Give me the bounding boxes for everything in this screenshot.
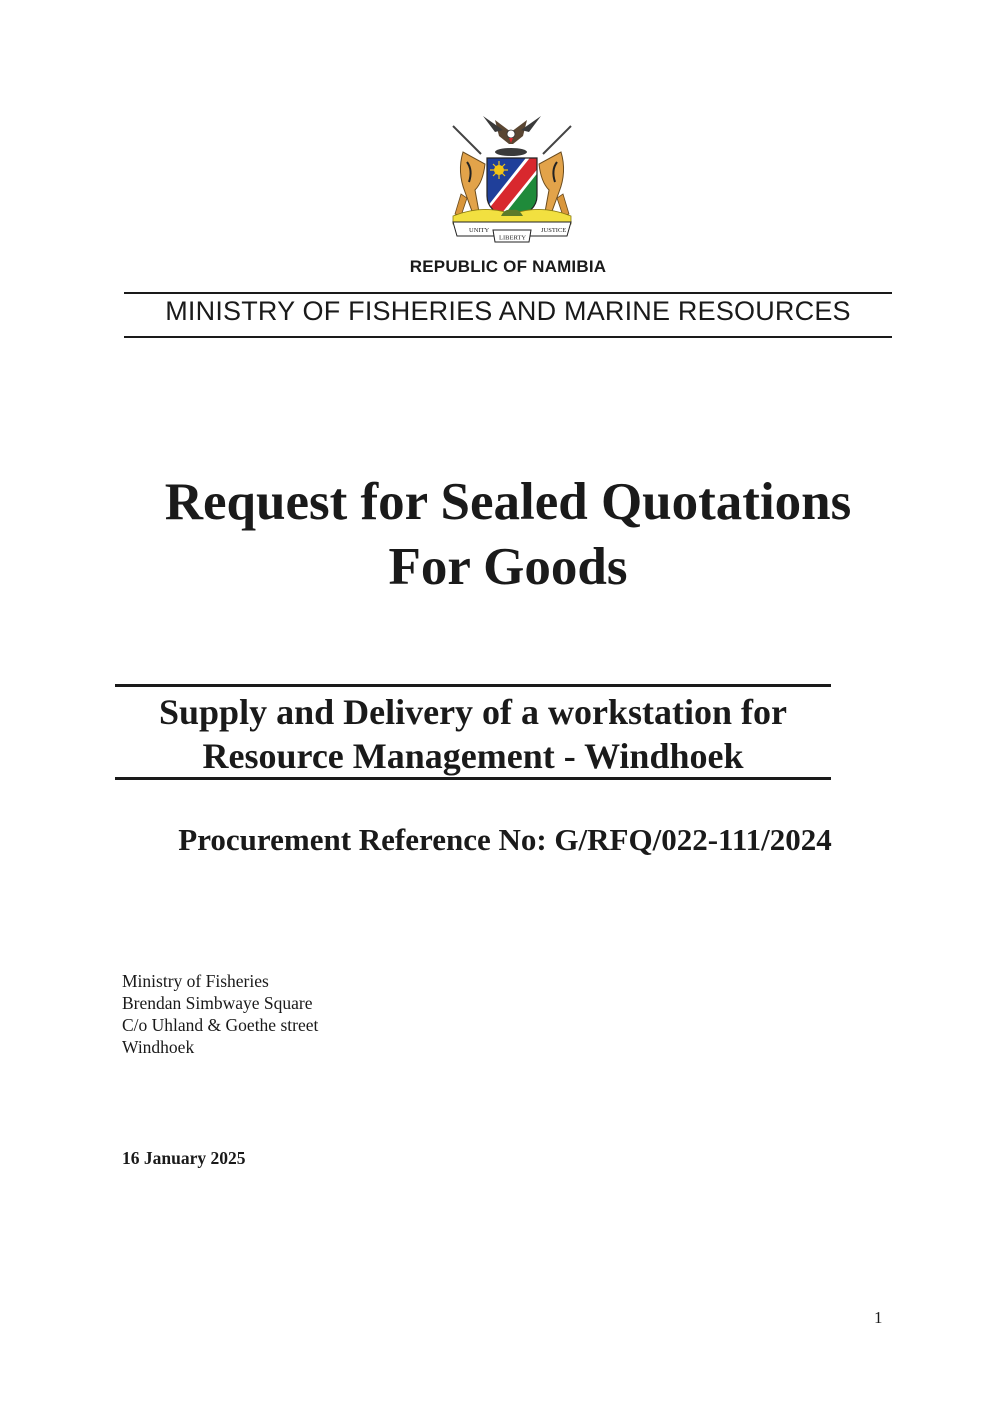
subject-bottom-rule [115, 777, 831, 780]
address-line: Windhoek [122, 1037, 195, 1057]
address-line: Brendan Simbwaye Square [122, 993, 313, 1013]
ministry-bottom-rule [124, 336, 892, 338]
document-date: 16 January 2025 [122, 1148, 246, 1168]
oryx-left-icon [453, 126, 485, 216]
subject-top-rule [115, 684, 831, 687]
subject-line-1: Supply and Delivery of a workstation for [158, 692, 788, 732]
subject-line-2: Resource Management - Windhoek [202, 736, 744, 776]
svg-text:UNITY: UNITY [469, 227, 490, 234]
eagle-icon [483, 116, 541, 144]
page-number: 1 [874, 1308, 883, 1327]
address-line: C/o Uhland & Goethe street [122, 1015, 319, 1035]
svg-text:LIBERTY: LIBERTY [499, 234, 527, 242]
ministry-heading: MINISTRY OF FISHERIES AND MARINE RESOURCES [165, 296, 851, 326]
namibia-coat-of-arms-icon [443, 112, 581, 244]
document-title-line-1: Request for Sealed Quotations [164, 473, 852, 531]
procurement-reference: Procurement Reference No: G/RFQ/022-111/2024 [178, 822, 832, 857]
svg-text:JUSTICE: JUSTICE [541, 227, 567, 234]
subject-heading [115, 690, 831, 778]
document-title-line-2: For Goods [388, 538, 628, 596]
document-title [0, 470, 1000, 600]
address-block [122, 970, 318, 1058]
address-line: Ministry of Fisheries [122, 971, 269, 991]
ministry-top-rule [124, 292, 892, 294]
oryx-right-icon [539, 126, 571, 216]
republic-heading: REPUBLIC OF NAMIBIA [409, 257, 607, 276]
